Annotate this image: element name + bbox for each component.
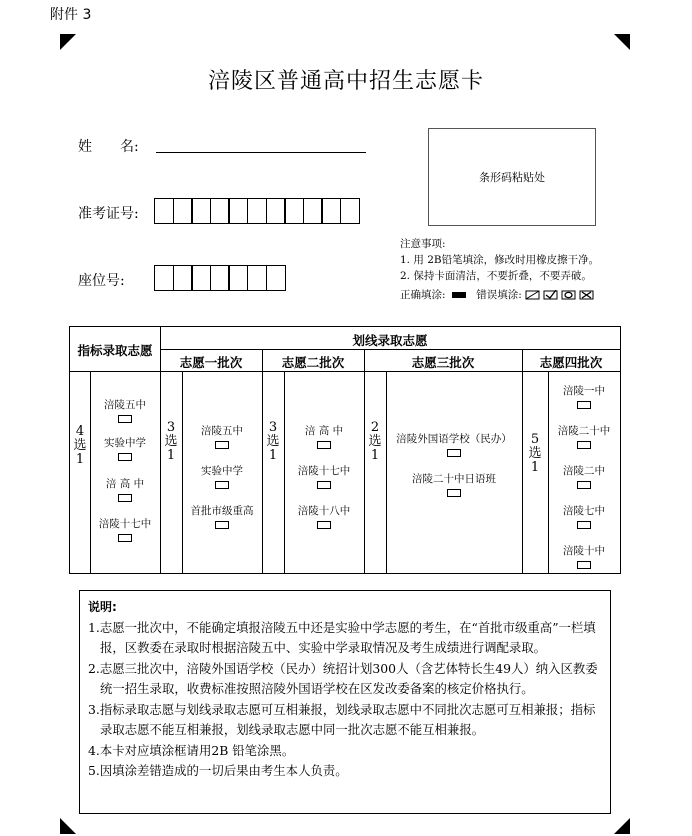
remark-item: 1.志愿一批次中，不能确定填报涪陵五中还是实验中学志愿的考生，在“首批市级重高”一栏填报，区教委在录取时根据涪陵五中、实验中学录取情况及考生成绩进行调配录取。 bbox=[88, 619, 596, 655]
seat-label: 座位号: bbox=[78, 273, 125, 289]
notes-item: 2. 保持卡面清洁，不要折叠，不要弄破。 bbox=[400, 270, 592, 282]
barcode-label: 条形码粘贴处 bbox=[479, 171, 545, 184]
corner-mark-bottom-left bbox=[60, 818, 76, 834]
wrong-fill-label: 错误填涂: bbox=[476, 289, 522, 301]
batch-header: 志愿一批次 bbox=[179, 355, 243, 370]
barcode-area bbox=[428, 128, 596, 226]
seat-number-boxes[interactable] bbox=[154, 265, 284, 291]
option-batch2-shiqizhong[interactable]: 涪陵十七中 bbox=[284, 463, 364, 489]
name-field[interactable] bbox=[156, 152, 366, 153]
notes-item: 1. 用 2B铅笔填涂，修改时用橡皮擦干净。 bbox=[400, 254, 600, 266]
correct-fill-sample bbox=[452, 292, 466, 298]
remarks-box bbox=[79, 590, 611, 814]
option-indicator-wuzhong[interactable]: 涪陵五中 bbox=[90, 397, 160, 423]
option-batch3-riyu[interactable]: 涪陵二十中日语班 bbox=[386, 471, 522, 497]
name-label: 姓 名: bbox=[78, 139, 139, 155]
batch3-select-count: 2选1 bbox=[368, 420, 382, 463]
batch1-select-count: 3选1 bbox=[164, 420, 178, 463]
option-batch4-ershizhong[interactable]: 涪陵二十中 bbox=[548, 423, 620, 449]
corner-mark-top-right bbox=[614, 34, 630, 50]
corner-mark-top-left bbox=[60, 34, 76, 50]
option-batch4-yizhong[interactable]: 涪陵一中 bbox=[548, 383, 620, 409]
option-batch4-qizhong[interactable]: 涪陵七中 bbox=[548, 503, 620, 529]
batch-header: 志愿四批次 bbox=[539, 355, 603, 370]
option-batch4-erzhong[interactable]: 涪陵二中 bbox=[548, 463, 620, 489]
indicator-select-count: 4选1 bbox=[73, 424, 87, 467]
notes bbox=[400, 236, 599, 303]
attachment-label: 附件 3 bbox=[50, 7, 92, 23]
option-batch1-wuzhong[interactable]: 涪陵五中 bbox=[182, 423, 262, 449]
option-indicator-shiyan[interactable]: 实验中学 bbox=[90, 435, 160, 461]
page-title: 涪陵区普通高中招生志愿卡 bbox=[207, 69, 484, 94]
exam-number-boxes[interactable] bbox=[154, 198, 359, 224]
indicator-header: 指标录取志愿 bbox=[77, 343, 153, 358]
corner-mark-bottom-right bbox=[614, 818, 630, 834]
exam-number-label: 准考证号: bbox=[78, 206, 139, 222]
option-batch2-shibazhong[interactable]: 涪陵十八中 bbox=[284, 503, 364, 529]
batch4-select-count: 5选1 bbox=[528, 432, 542, 475]
remark-item: 2.志愿三批次中，涪陵外国语学校（民办）统招计划300人（含艺体特长生49人）纳入区教委统一招生录取，收费标准按照涪陵外国语学校在区发改委备案的核定价格执行。 bbox=[88, 660, 598, 696]
remark-item: 3.指标录取志愿与划线录取志愿可互相兼报，划线录取志愿中不同批次志愿可互相兼报；指标录取志愿不能互相兼报，划线录取志愿中同一批次志愿不能互相兼报。 bbox=[88, 701, 596, 737]
notes-title: 注意事项: bbox=[400, 238, 446, 250]
option-batch3-waiguoyu[interactable]: 涪陵外国语学校（民办） bbox=[386, 431, 522, 457]
batch-header: 志愿二批次 bbox=[281, 355, 345, 370]
option-batch1-shouji[interactable]: 首批市级重高 bbox=[182, 503, 262, 529]
remark-item: 4.本卡对应填涂框请用2B 铅笔涂黑。 bbox=[88, 742, 295, 758]
option-batch1-shiyan[interactable]: 实验中学 bbox=[182, 463, 262, 489]
option-batch2-gaozhong[interactable]: 涪 高 中 bbox=[284, 423, 364, 449]
volunteer-table bbox=[69, 326, 621, 574]
option-batch4-shizhong[interactable]: 涪陵十中 bbox=[548, 543, 620, 569]
remarks-title: 说明: bbox=[88, 600, 117, 614]
wrong-fill-samples bbox=[525, 290, 595, 300]
correct-fill-label: 正确填涂: bbox=[400, 289, 446, 301]
line-header: 划线录取志愿 bbox=[352, 333, 428, 348]
option-indicator-gaozhong[interactable]: 涪 高 中 bbox=[90, 476, 160, 502]
option-indicator-shiqizhong[interactable]: 涪陵十七中 bbox=[90, 516, 160, 542]
batch2-select-count: 3选1 bbox=[266, 420, 280, 463]
remark-item: 5.因填涂差错造成的一切后果由考生本人负责。 bbox=[88, 763, 348, 778]
batch-header: 志愿三批次 bbox=[411, 355, 475, 370]
